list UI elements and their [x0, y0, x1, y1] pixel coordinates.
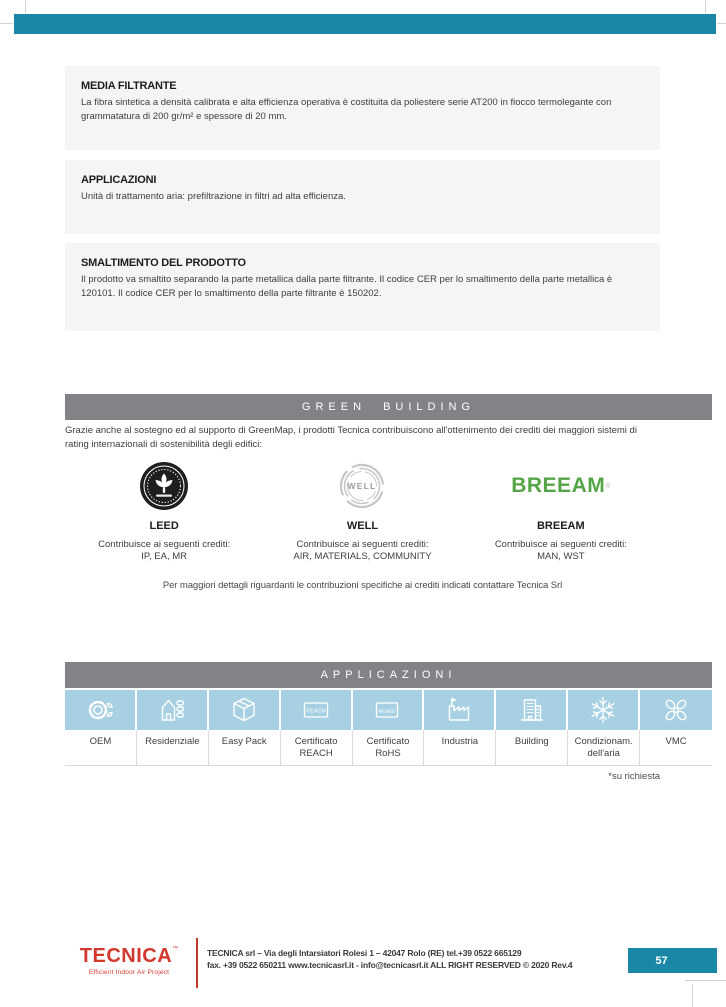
applications-banner-title: APPLICAZIONI — [320, 669, 457, 681]
section-body: Unità di trattamento aria: prefiltrazione in filtri ad alta efficienza. — [81, 191, 346, 202]
footer-contact-info — [207, 947, 617, 971]
app-label: Industria — [424, 730, 496, 765]
app-label: Residenziale — [137, 730, 209, 765]
green-building-banner — [65, 394, 712, 420]
green-building-note: Per maggiori dettagli riguardanti le contribuzioni specifiche ai crediti indicati contattare Tecnica Srl — [162, 580, 563, 591]
well-logo-text: WELL — [348, 481, 377, 491]
credits-value: AIR, MATERIALS, COMMUNITY — [293, 551, 432, 562]
applications-icon-row — [65, 690, 712, 730]
on-request-footnote: *su richiesta — [608, 771, 660, 782]
registered-mark: ® — [605, 482, 611, 490]
crop-mark — [0, 23, 13, 24]
crop-mark — [685, 980, 726, 981]
app-cell-vmc — [640, 690, 712, 730]
app-label: Certificato REACH — [281, 730, 353, 765]
package-icon — [228, 694, 260, 726]
green-building-intro: Grazie anche al sostegno ed al supporto di GreenMap, i prodotti Tecnica contribuiscono all'ottenimento dei crediti dei maggiori sistemi di rating internazionali di sostenibilità degli edifici: — [65, 425, 637, 450]
tecnica-tagline: Efficient Indoor Air Project — [88, 969, 170, 976]
crop-mark — [692, 984, 693, 1007]
house-icon — [156, 694, 188, 726]
page-number-badge — [628, 948, 717, 973]
crop-mark — [717, 23, 726, 24]
section-title: MEDIA FILTRANTE — [81, 80, 177, 92]
section-smaltimento — [65, 243, 660, 331]
breeam-logo-text: BREEAM — [511, 474, 606, 497]
header-accent-bar — [14, 14, 716, 34]
app-label: VMC — [665, 736, 687, 747]
certifications-row — [65, 456, 660, 563]
green-building-banner-title: GREEN BUILDING — [301, 401, 476, 413]
rohs-badge-icon — [370, 694, 404, 726]
app-cell-rohs — [353, 690, 425, 730]
applications-table — [65, 690, 712, 766]
reach-badge-icon — [299, 694, 333, 726]
section-applicazioni — [65, 160, 660, 234]
certification-well — [263, 456, 461, 563]
section-body: La fibra sintetica a densità calibrata e alta efficienza operativa è costituita da poliestere serie AT200 in fiocco termolegante con grammatatura di 200 gr/m² e spessore di 20 mm. — [81, 97, 612, 122]
certification-name: BREEAM — [536, 520, 585, 532]
applications-label-row — [65, 730, 712, 766]
reach-badge-text: REACH — [305, 708, 326, 715]
section-body: Il prodotto va smaltito separando la parte metallica dalla parte filtrante. Il codice CER per lo smaltimento della parte metallica è 120101. Il codice CER per lo smaltimento della parte filtrante è 150202. — [81, 274, 613, 299]
footer-address-line1: TECNICA srl – Via degli Intarsiatori Rolesi 1 – 42047 Rolo (RE) tel.+39 0522 665129 — [207, 948, 522, 958]
app-label: Certificato RoHS — [353, 730, 425, 765]
app-cell-condizionamento — [568, 690, 640, 730]
footer-address-line2: fax. +39 0522 650211 www.tecnicasrl.it - info@tecnicasrl.it ALL RIGHT RESERVED © 2020 Rev.4 — [207, 960, 573, 970]
section-media-filtrante — [65, 66, 660, 150]
tecnica-wordmark: TECNICA — [79, 945, 173, 967]
leed-seal-logo — [138, 460, 190, 512]
credits-value: MAN, WST — [537, 551, 585, 562]
snowflake-icon — [587, 694, 619, 726]
applications-banner — [65, 662, 712, 688]
trademark-symbol: ™ — [172, 946, 179, 952]
certification-name: WELL — [346, 520, 379, 532]
certification-name: LEED — [149, 520, 179, 532]
app-label: Building — [496, 730, 568, 765]
crop-mark — [25, 0, 26, 13]
app-label: Condizionam. dell'aria — [568, 730, 640, 765]
certification-leed — [65, 456, 263, 563]
app-cell-easy-pack — [209, 690, 281, 730]
credits-label: Contribuisce ai seguenti crediti: — [296, 539, 429, 550]
app-cell-industria — [424, 690, 496, 730]
tecnica-logo — [66, 946, 192, 976]
app-cell-building — [496, 690, 568, 730]
app-cell-reach — [281, 690, 353, 730]
app-label: Easy Pack — [209, 730, 281, 765]
building-icon — [515, 694, 547, 726]
app-cell-residenziale — [137, 690, 209, 730]
footer-divider — [196, 938, 198, 988]
section-title: SMALTIMENTO DEL PRODOTTO — [81, 257, 246, 269]
app-cell-oem — [65, 690, 137, 730]
gear-fan-icon — [84, 694, 116, 726]
fan-icon — [660, 694, 692, 726]
section-title: APPLICAZIONI — [81, 174, 157, 186]
crop-mark — [705, 0, 706, 13]
credits-value: IP, EA, MR — [141, 551, 188, 562]
credits-label: Contribuisce ai seguenti crediti: — [98, 539, 231, 550]
breeam-wordmark — [462, 456, 660, 516]
app-label: OEM — [65, 730, 137, 765]
factory-icon — [443, 694, 475, 726]
credits-label: Contribuisce ai seguenti crediti: — [494, 539, 627, 550]
well-circle-logo — [337, 461, 387, 511]
rohs-badge-text: RoHS — [379, 708, 396, 715]
page-number: 57 — [655, 954, 668, 967]
certification-breeam — [462, 456, 660, 563]
